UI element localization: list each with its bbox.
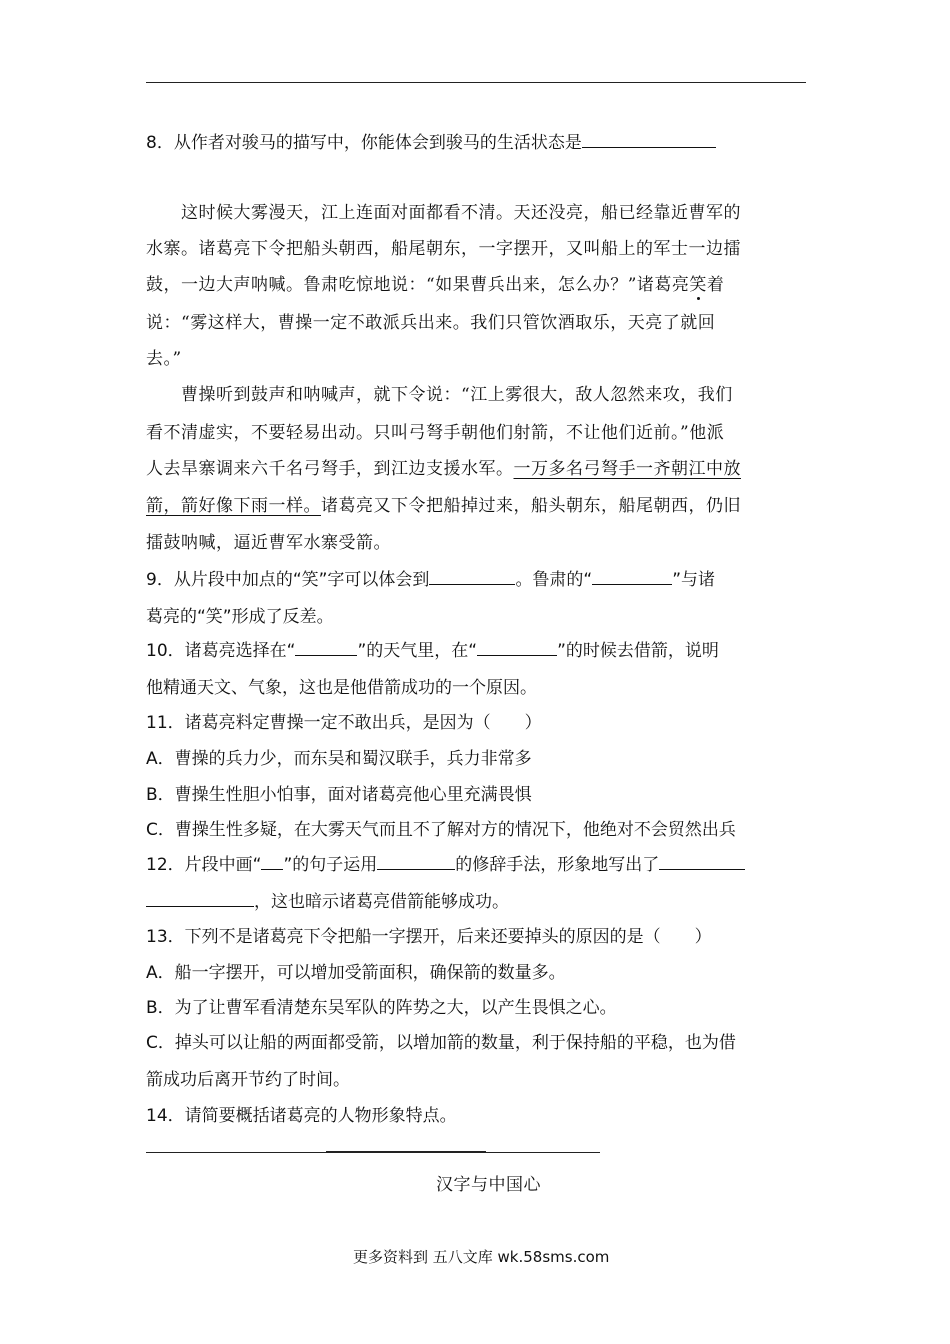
question-14: 14．请简要概括诸葛亮的人物形象特点。 — [146, 1106, 457, 1126]
passage-line: 鼓，一边大声呐喊。鲁肃吃惊地说：“如果曹兵出来，怎么办？”诸葛亮笑着 — [146, 275, 725, 295]
passage-line: 这时候大雾漫天，江上连面对面都看不清。天还没亮，船已经靠近曹军的 — [181, 203, 741, 223]
header-rule — [146, 82, 806, 83]
question-9: 9．从片段中加点的“笑”字可以体会到 。鲁肃的“ ”与诸 — [146, 570, 716, 590]
footer-link[interactable]: 更多资料到 五八文库 wk.58sms.com — [353, 1248, 610, 1266]
option-c[interactable]: C．掉头可以让船的两面都受箭，以增加箭的数量，利于保持船的平稳，也为借 — [146, 1033, 736, 1053]
question-13: 13．下列不是诸葛亮下令把船一字摆开，后来还要掉头的原因的是（ ） — [146, 927, 712, 947]
option-a[interactable]: A．曹操的兵力少，而东吴和蜀汉联手，兵力非常多 — [146, 749, 532, 769]
underlined-sentence: 一万多名弓弩手一齐朝江中放 — [513, 459, 741, 479]
answer-line[interactable] — [326, 1151, 486, 1153]
option-b[interactable]: B．曹操生性胆小怕事，面对诸葛亮他心里充满畏惧 — [146, 785, 532, 805]
passage-line: 箭，箭好像下雨一样。诸葛亮又下令把船掉过来，船头朝东，船尾朝西，仍旧 — [146, 496, 741, 516]
passage-line: 擂鼓呐喊，逼近曹军水寨受箭。 — [146, 533, 391, 553]
dotted-character: 笑 — [689, 275, 707, 295]
passage-line: 说：“雾这样大，曹操一定不敢派兵出来。我们只管饮酒取乐，天亮了就回 — [146, 313, 716, 333]
passage-line: 水寨。诸葛亮下令把船头朝西，船尾朝东，一字摆开，又叫船上的军士一边擂 — [146, 239, 741, 259]
underlined-sentence: 箭，箭好像下雨一样。 — [146, 496, 321, 516]
option-c-cont: 箭成功后离开节约了时间。 — [146, 1070, 350, 1090]
answer-blank[interactable] — [659, 853, 745, 870]
answer-blank[interactable] — [261, 853, 283, 870]
answer-blank[interactable] — [146, 890, 254, 907]
answer-line[interactable] — [146, 1152, 326, 1153]
question-11: 11．诸葛亮料定曹操一定不敢出兵，是因为（ ） — [146, 713, 542, 733]
answer-blank[interactable] — [295, 639, 357, 656]
option-a[interactable]: A．船一字摆开，可以增加受箭面积，确保箭的数量多。 — [146, 963, 566, 983]
passage-line: 看不清虚实，不要轻易出动。只叫弓弩手朝他们射箭，不让他们近前。”他派 — [146, 423, 725, 443]
question-10-cont: 他精通天文、气象，这也是他借箭成功的一个原因。 — [146, 678, 537, 698]
answer-blank[interactable] — [592, 568, 672, 585]
answer-line[interactable] — [486, 1152, 600, 1153]
option-c[interactable]: C．曹操生性多疑，在大雾天气而且不了解对方的情况下，他绝对不会贸然出兵 — [146, 820, 736, 840]
question-12: 12．片段中画“ ”的句子运用 的修辞手法，形象地写出了 — [146, 850, 745, 875]
question-10: 10．诸葛亮选择在“ ”的天气里，在“ ”的时候去借箭，说明 — [146, 641, 719, 661]
answer-blank[interactable] — [582, 131, 716, 148]
question-9-cont: 葛亮的“笑”形成了反差。 — [146, 607, 334, 627]
section-title: 汉字与中国心 — [436, 1175, 541, 1195]
passage-line: 去。” — [146, 349, 182, 369]
option-b[interactable]: B．为了让曹军看清楚东吴军队的阵势之大，以产生畏惧之心。 — [146, 998, 617, 1018]
answer-blank[interactable] — [429, 568, 515, 585]
question-8: 8．从作者对骏马的描写中，你能体会到骏马的生活状态是 — [146, 128, 716, 153]
question-12-cont: ，这也暗示诸葛亮借箭能够成功。 — [146, 887, 509, 912]
answer-blank[interactable] — [377, 853, 455, 870]
passage-line: 人去旱寨调来六千名弓弩手，到江边支援水军。一万多名弓弩手一齐朝江中放 — [146, 459, 741, 479]
passage-line: 曹操听到鼓声和呐喊声，就下令说：“江上雾很大，敌人忽然来攻，我们 — [181, 385, 733, 405]
answer-blank[interactable] — [477, 639, 557, 656]
